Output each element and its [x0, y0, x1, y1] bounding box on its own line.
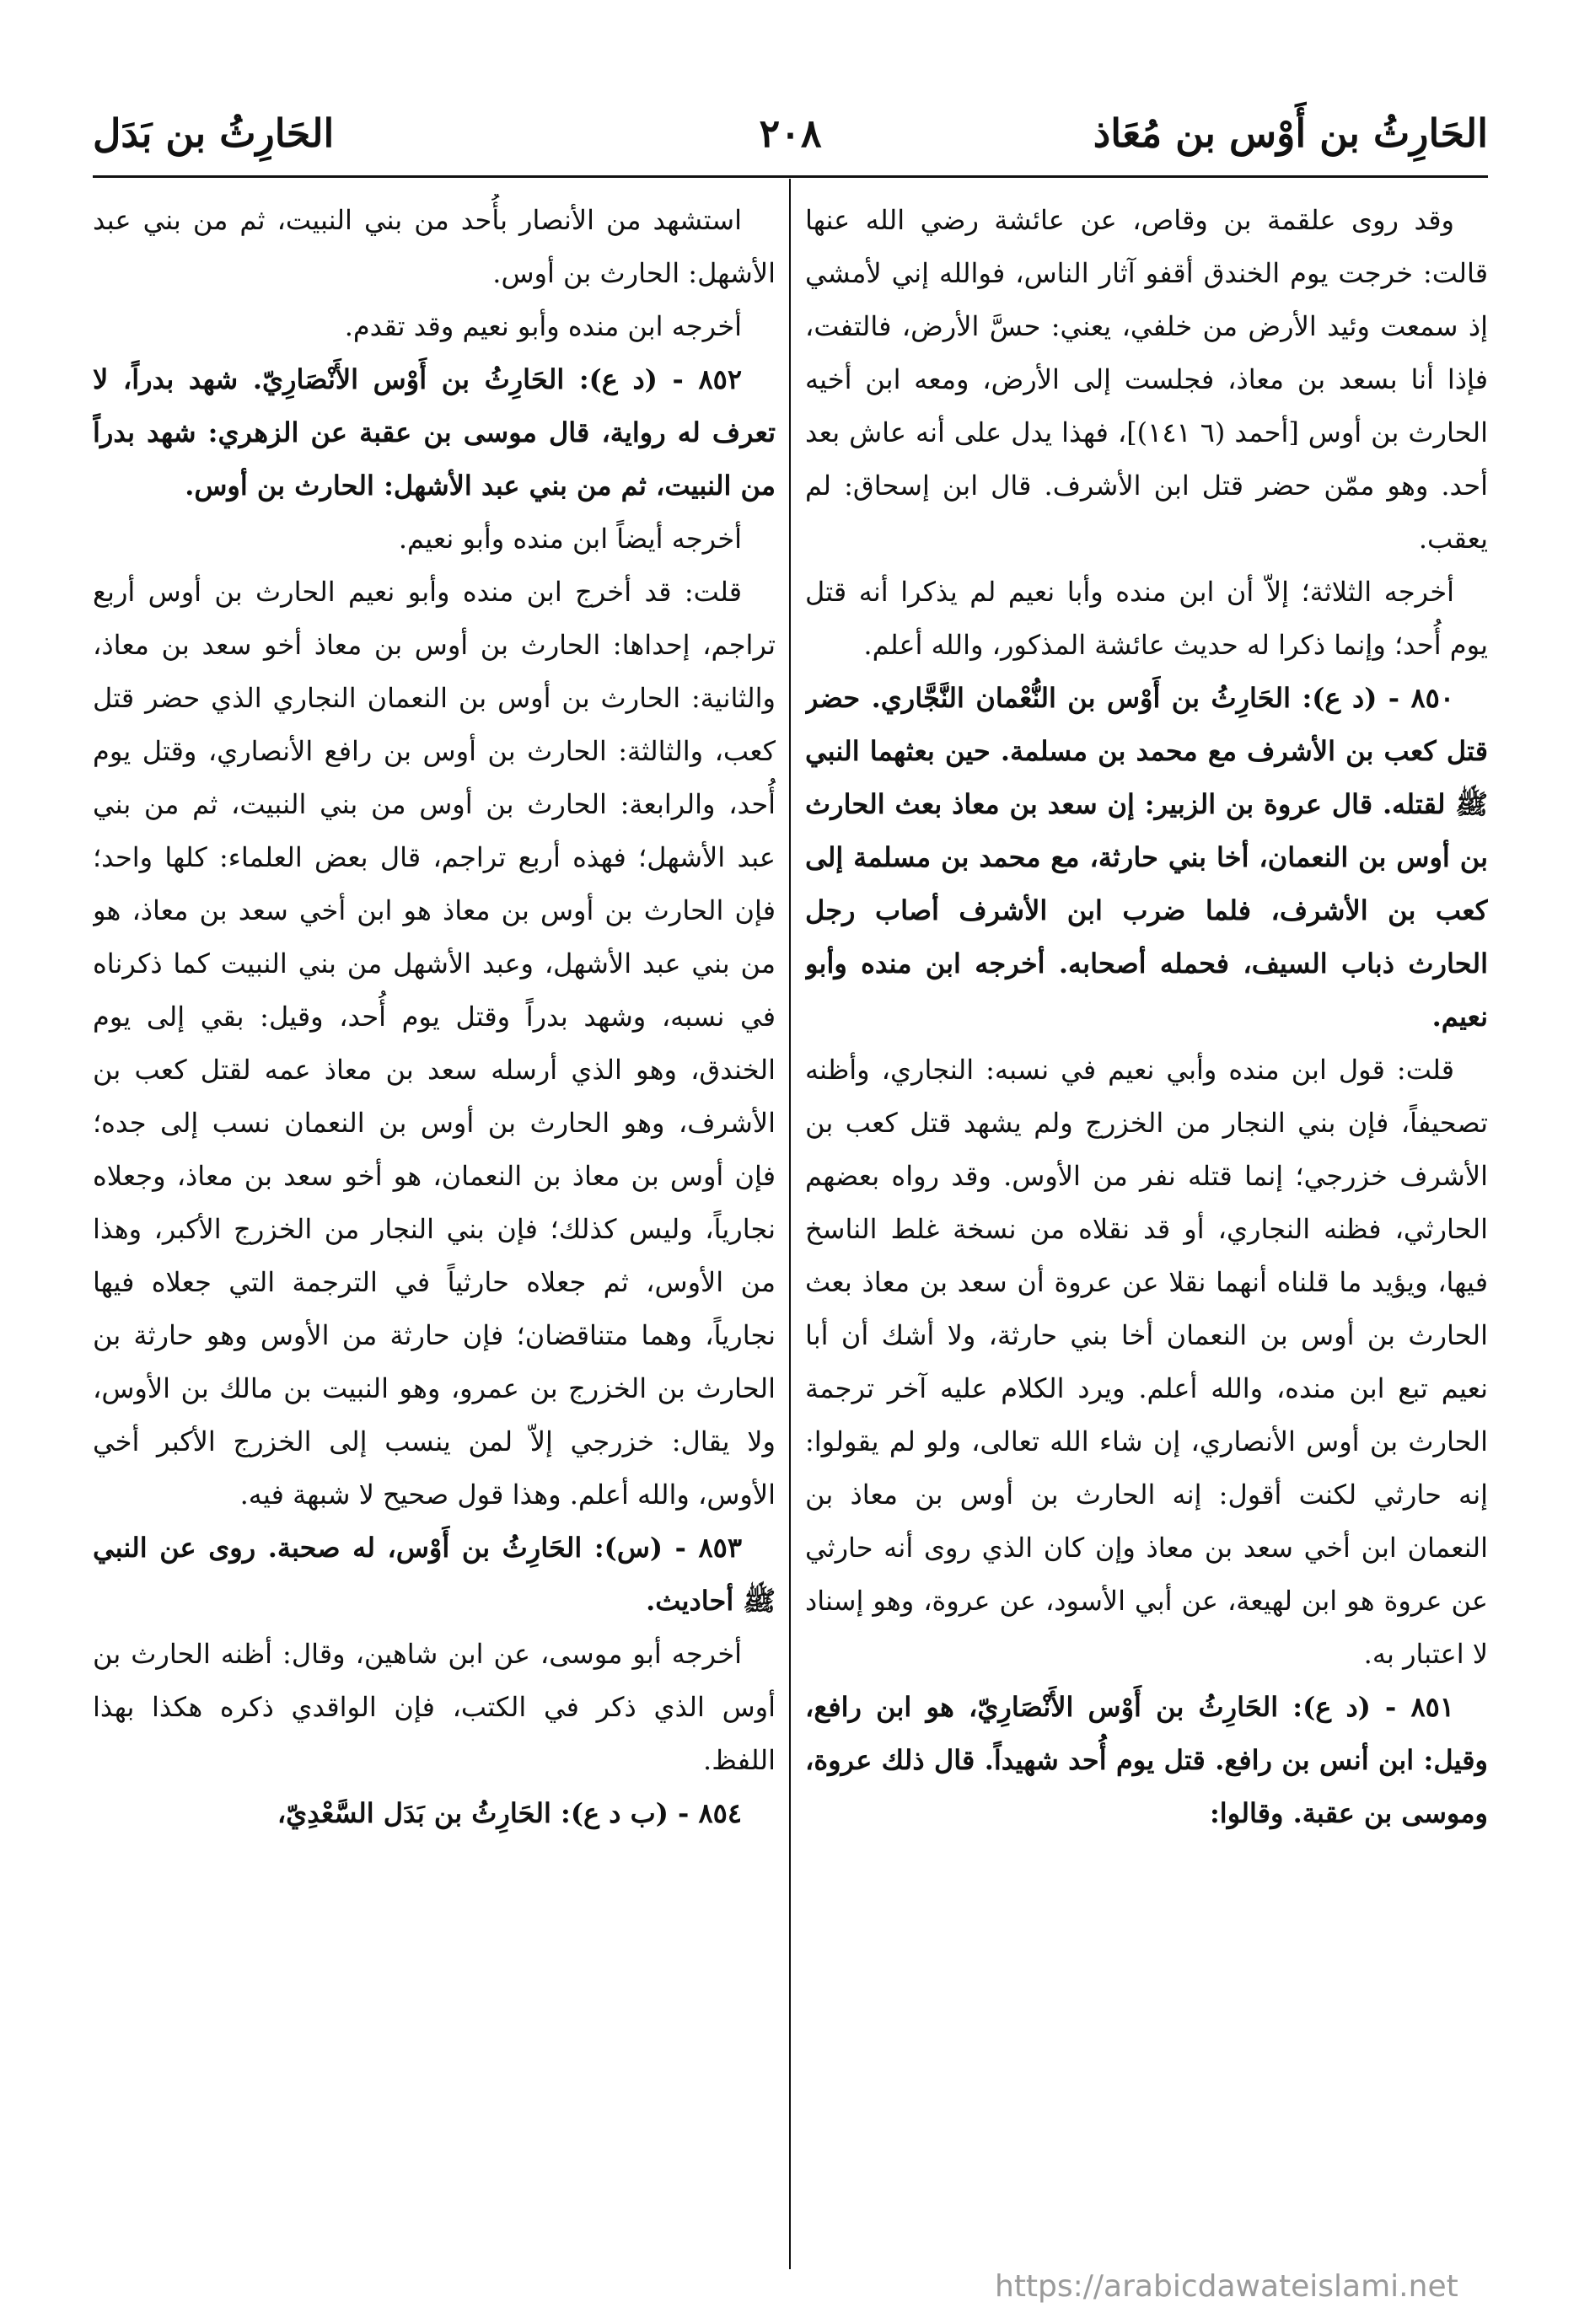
- running-title-left: الحَارِثُ بن بَدَل: [93, 110, 335, 156]
- page-number: ٢٠٨: [759, 110, 822, 156]
- running-title-right: الحَارِثُ بن أَوْس بن مُعَاذ: [1093, 110, 1488, 156]
- page-header: [93, 99, 1488, 167]
- paragraph: وقد روى علقمة بن وقاص، عن عائشة رضي الله عنها قالت: خرجت يوم الخندق أقفو آثار الناس، فوالله إني لأمشي إذ سمعت وئيد الأرض من خلفي، يعني: حسَّ الأرض، فالتفت، فإذا أنا بسعد بن معاذ، فجلست إلى الأرض، ومعه ابن أخيه الحارث بن أوس [أحمد (٦ ١٤١)]، فهذا يدل على أنه عاش بعد أحد. وهو ممّن حضر قتل ابن الأشرف. قال ابن إسحاق: لم يعقب.: [805, 204, 1488, 555]
- left-column: [93, 194, 776, 2234]
- paragraph: استشهد من الأنصار بأُحد من بني النبيت، ثم من بني عبد الأشهل: الحارث بن أوس.: [93, 204, 776, 289]
- paragraph: أخرجه الثلاثة؛ إلاّ أن ابن منده وأبا نعيم لم يذكرا أنه قتل يوم أُحد؛ وإنما ذكرا له حديث عائشة المذكور، والله أعلم.: [805, 576, 1488, 661]
- paragraph: أخرجه ابن منده وأبو نعيم وقد تقدم.: [344, 310, 742, 342]
- watermark-url: https://arabicdawateislami.net: [995, 2269, 1458, 2304]
- paragraph: قلت: قد أخرج ابن منده وأبو نعيم الحارث بن أوس أربع تراجم، إحداها: الحارث بن أوس بن معاذ أخو سعد بن معاذ، والثانية: الحارث بن أوس بن النعمان النجاري الذي حضر قتل كعب، والثالثة: الحارث بن أوس بن رافع الأنصاري، وقتل يوم أُحد، والرابعة: الحارث بن أوس من بني النبيت، ثم من بني عبد الأشهل؛ فهذه أربع تراجم، قال بعض العلماء: كلها واحد؛ فإن الحارث بن أوس بن معاذ هو ابن أخي سعد بن معاذ، هو من بني عبد الأشهل، وعبد الأشهل من بني النبيت كما ذكرناه في نسبه، وشهد بدراً وقتل يوم أُحد، وقيل: بقي إلى يوم الخندق، وهو الذي أرسله سعد بن معاذ عمه لقتل كعب بن الأشرف، وهو الحارث بن أوس بن النعمان نسب إلى جده؛ فإن أوس بن معاذ بن النعمان، هو أخو سعد بن معاذ، وجعلاه نجارياً، وليس كذلك؛ فإن بني النجار من الخزرج الأكبر، وهذا من الأوس، ثم جعلاه حارثياً في الترجمة التي جعلاه فيها نجارياً، وهما متناقضان؛ فإن حارثة من الأوس وهو حارثة بن الحارث بن الخزرج بن عمرو، وهو النبيت بن مالك بن الأوس، ولا يقال: خزرجي إلاّ لمن ينسب إلى الخزرج الأكبر أخي الأوس، والله أعلم. وهذا قول صحيح لا شبهة فيه.: [93, 576, 776, 1511]
- entry-854: ٨٥٤ - (ب د ع): الحَارِثُ بن بَدَل السَّعْدِيّ،: [277, 1797, 742, 1829]
- paragraph: أخرجه أيضاً ابن منده وأبو نعيم.: [398, 523, 742, 555]
- entry-853: ٨٥٣ - (س): الحَارِثُ بن أَوْس، له صحبة. روى عن النبي ﷺ أحاديث.: [93, 1532, 776, 1617]
- right-column: [805, 194, 1488, 2234]
- entry-852: ٨٥٢ - (د ع): الحَارِثُ بن أَوْس الأَنْصَارِيّ. شهد بدراً، لا تعرف له رواية، قال موسى بن عقبة عن الزهري: شهد بدراً من النبيت، ثم من بني عبد الأشهل: الحارث بن أوس.: [93, 363, 776, 502]
- paragraph: قلت: قول ابن منده وأبي نعيم في نسبه: النجاري، وأظنه تصحيفاً، فإن بني النجار من الخزرج ولم يشهد قتل كعب بن الأشرف خزرجي؛ إنما قتله نفر من الأوس. وقد رواه بعضهم الحارثي، فظنه النجاري، أو قد نقلاه من نسخة غلط الناسخ فيها، ويؤيد ما قلناه أنهما نقلا عن عروة أن سعد بن معاذ بعث الحارث بن أوس بن النعمان أخا بني حارثة، ولا أشك أن أبا نعيم تبع ابن منده، والله أعلم. ويرد الكلام عليه آخر ترجمة الحارث بن أوس الأنصاري، إن شاء الله تعالى، ولو لم يقولوا: إنه حارثي لكنت أقول: إنه الحارث بن أوس بن معاذ بن النعمان ابن أخي سعد بن معاذ وإن كان الذي روى أنه حارثي عن عروة هو ابن لهيعة، عن أبي الأسود، عن عروة، وهو إسناد لا اعتبار به.: [805, 1054, 1488, 1670]
- paragraph: أخرجه أبو موسى، عن ابن شاهين، وقال: أظنه الحارث بن أوس الذي ذكر في الكتب، فإن الواقدي ذكره هكذا بهذا اللفظ.: [93, 1638, 776, 1776]
- column-divider: [789, 179, 791, 2269]
- entry-850: ٨٥٠ - (د ع): الحَارِثُ بن أَوْس بن النُّعْمان النَّجَّاري. حضر قتل كعب بن الأشرف مع محمد بن مسلمة. حين بعثهما النبي ﷺ لقتله. قال عروة بن الزبير: إن سعد بن معاذ بعث الحارث بن أوس بن النعمان، أخا بني حارثة، مع محمد بن مسلمة إلى كعب بن الأشرف، فلما ضرب ابن الأشرف أصاب رجل الحارث ذباب السيف، فحمله أصحابه. أخرجه ابن منده وأبو نعيم.: [805, 682, 1488, 1033]
- header-rule: [93, 175, 1488, 178]
- entry-851: ٨٥١ - (د ع): الحَارِثُ بن أَوْس الأَنْصَارِيّ، هو ابن رافع، وقيل: ابن أنس بن رافع. قتل يوم أُحد شهيداً. قال ذلك عروة، وموسى بن عقبة. وقالوا:: [805, 1691, 1488, 1829]
